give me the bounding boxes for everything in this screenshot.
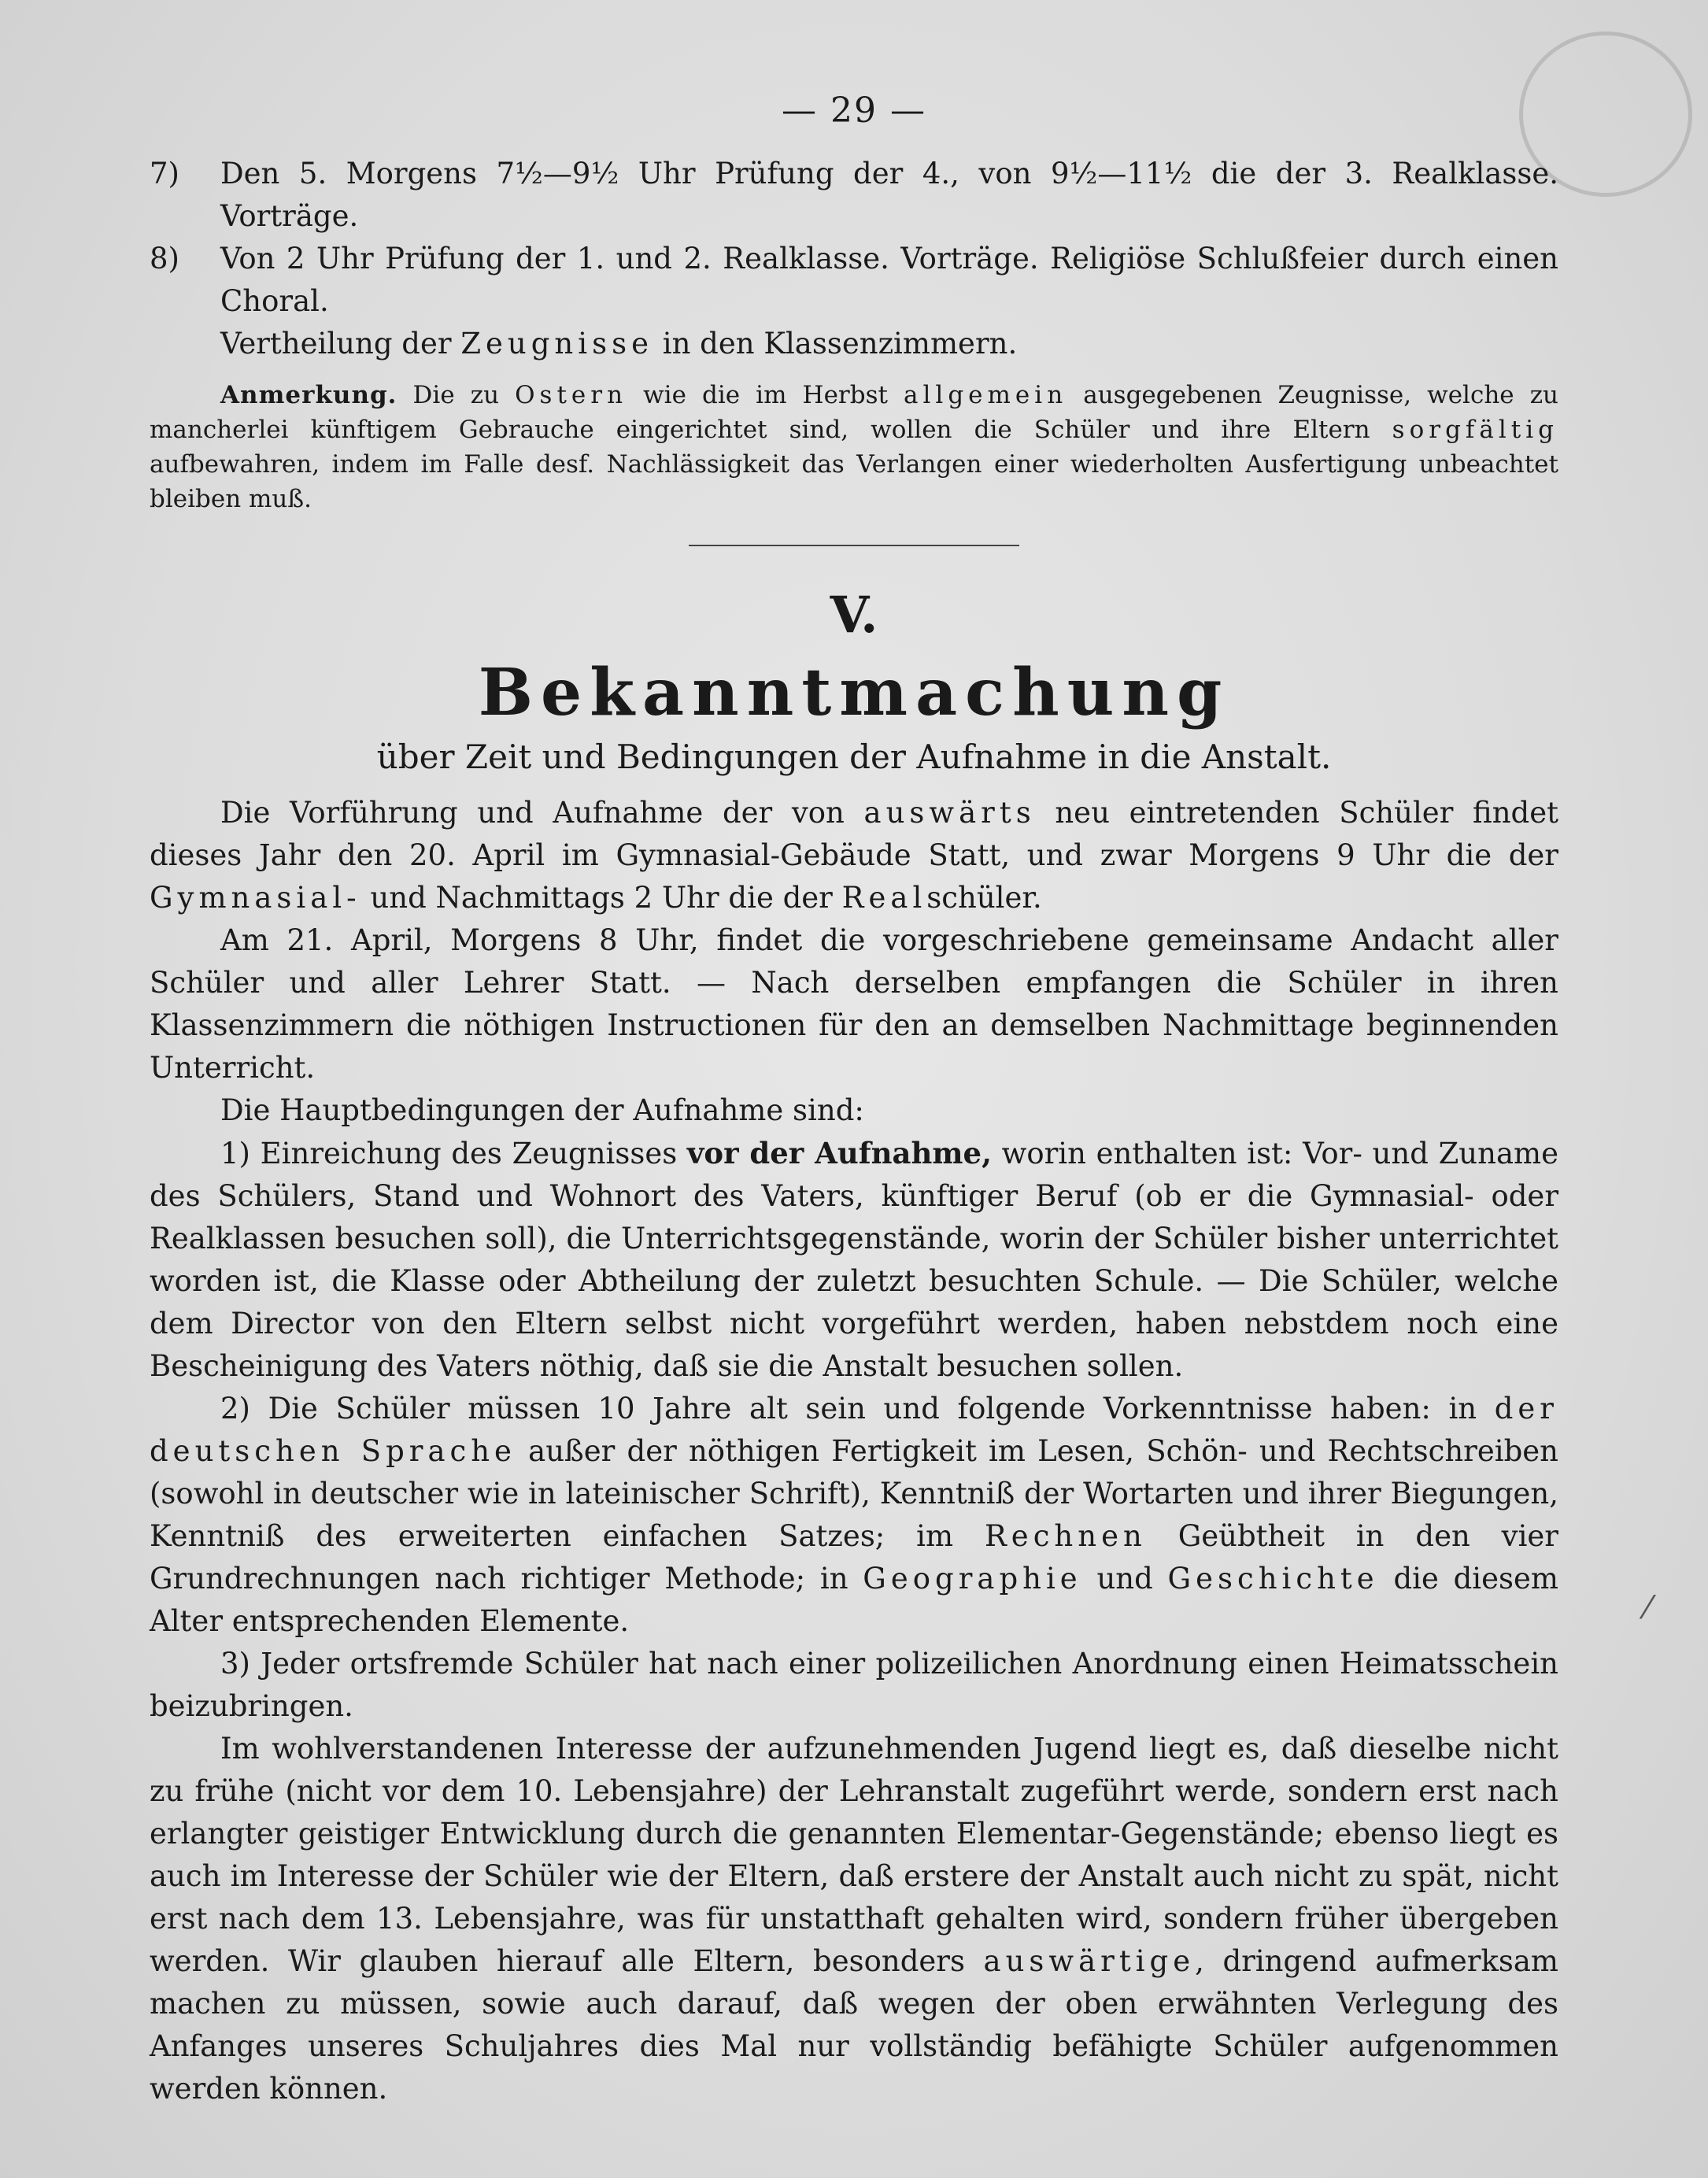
body-paragraph: Am 21. April, Morgens 8 Uhr, findet die vorgeschriebene gemeinsame Andacht aller Schüler und aller Lehrer Statt. — Nach derselben empfangen die Schüler in ihren Klassenzimmern die nöthigen Instructionen für den an demselben Nachmittage beginnenden Unterricht. bbox=[150, 923, 1558, 1085]
emphasis-text: allgemein bbox=[904, 381, 1068, 409]
section-number: V. bbox=[830, 586, 878, 645]
schedule-item bbox=[150, 238, 1558, 323]
text-run: Geübtheit in den vier Grundrechnungen nach richtiger Methode; in bbox=[150, 1519, 1558, 1596]
condition-item: 3) Jeder ortsfremde Schüler hat nach einer polizeilichen Anordnung einen Heimatsschein beizubringen. bbox=[150, 1647, 1558, 1723]
text-run: die diesem Alter entsprechenden Elemente. bbox=[150, 1562, 1558, 1638]
text-run: , dringend aufmerksam machen zu müssen, sowie auch darauf, daß wegen der oben erwähnten Verlegung des Anfanges unseres Schuljahres dies Mal nur vollständig befähigte Schüler aufgenommen werden können. bbox=[150, 1944, 1558, 2106]
emphasis-text: auswärts bbox=[863, 796, 1036, 830]
schedule-number: 7) bbox=[150, 157, 179, 190]
emphasis-text: Zeugnisse bbox=[460, 327, 653, 361]
text-run: und Nachmittags 2 Uhr die der bbox=[360, 881, 842, 915]
emphasis-text: auswärtige bbox=[983, 1944, 1196, 1978]
text-run: Die zu bbox=[397, 381, 516, 409]
page-content bbox=[150, 91, 1558, 2110]
emphasis-text: Ostern bbox=[515, 381, 628, 409]
page-number: — 29 — bbox=[782, 91, 926, 131]
text-run: ausgegebenen Zeugnisse, welche zu mancherlei künftigem Gebrauche eingerichtet sind, wollen die Schüler und ihre Eltern bbox=[150, 381, 1559, 444]
emphasis-text: Rechnen bbox=[984, 1519, 1147, 1553]
section-subtitle: über Zeit und Bedingungen der Aufnahme in die Anstalt. bbox=[376, 738, 1332, 776]
emphasis-text: Real bbox=[841, 881, 927, 915]
schedule-item bbox=[150, 153, 1558, 238]
text-run: Die Vorführung und Aufnahme der von bbox=[220, 796, 864, 830]
margin-mark: ⁄ bbox=[1645, 1590, 1651, 1626]
distribution-line bbox=[150, 323, 1558, 365]
emphasis-text: Geographie bbox=[863, 1562, 1082, 1596]
condition-item bbox=[150, 1132, 1558, 1388]
text-run: und bbox=[1081, 1562, 1168, 1596]
condition-item bbox=[150, 1388, 1558, 1643]
body-paragraph bbox=[150, 1728, 1558, 2110]
text-run: Im wohlverstandenen Interesse der aufzunehmenden Jugend liegt es, daß dieselbe nicht zu frühe (nicht vor dem 10. Lebensjahre) der Lehranstalt zugeführt werde, sondern erst nach erlangter geistiger Entwicklung durch die genannten Elementar-Gegenstände; ebenso liegt es auch im Interesse der Schüler wie der Eltern, daß erstere der Anstalt auch nicht zu spät, nicht erst nach dem 13. Lebensjahre, was für unstatthaft gehalten wird, sondern früher übergeben werden. Wir glauben hierauf alle Eltern, besonders bbox=[150, 1732, 1558, 1978]
schedule-number: 8) bbox=[150, 242, 179, 275]
emphasis-text: sorgfältig bbox=[1392, 416, 1558, 444]
text-run: in den Klassenzimmern. bbox=[653, 327, 1018, 361]
emphasis-text: der deutschen Sprache bbox=[150, 1392, 1558, 1468]
text-run: worin enthalten ist: Vor- und Zuname des Schülers, Stand und Wohnort des Vaters, künftiger Beruf (ob er die Gymnasial- oder Realklassen besuchen soll), die Unterrichtsgegenstände, worin der Schüler bisher unterrichtet worden ist, die Klasse oder Abtheilung der zuletzt besuchten Schule. — Die Schüler, welche dem Director von den Eltern selbst nicht vorgeführt werden, haben nebstdem noch eine Bescheinigung des Vaters nöthig, daß sie die Anstalt besuchen sollen. bbox=[150, 1137, 1558, 1383]
section-title: Bekanntmachung bbox=[478, 655, 1230, 730]
text-run: Vertheilung der bbox=[220, 327, 461, 361]
text-run: 1) Einreichung des Zeugnisses bbox=[220, 1137, 687, 1170]
divider bbox=[689, 545, 1019, 546]
text-run: wie die im Herbst bbox=[627, 381, 904, 409]
body-paragraph: Die Hauptbedingungen der Aufnahme sind: bbox=[220, 1093, 864, 1127]
schedule-text: Von 2 Uhr Prüfung der 1. und 2. Realklasse. Vorträge. Religiöse Schlußfeier durch einen Choral. bbox=[220, 242, 1558, 318]
body-paragraph bbox=[150, 792, 1558, 919]
text-run: schüler. bbox=[926, 881, 1042, 915]
text-run: außer der nöthigen Fertigkeit im Lesen, Schön- und Rechtschreiben (sowohl in deutscher wie in lateinischer Schrift), Kenntniß der Wortarten und ihrer Biegungen, Kenntniß des erweiterten einfachen Satzes; im bbox=[150, 1434, 1558, 1553]
emphasis-text: Gymnasial- bbox=[150, 881, 361, 915]
text-run: 2) Die Schüler müssen 10 Jahre alt sein und folgende Vorkenntnisse haben: in bbox=[220, 1392, 1495, 1425]
text-run: aufbewahren, indem im Falle desf. Nachlässigkeit das Verlangen einer wiederholten Ausfertigung unbeachtet bleiben muß. bbox=[150, 450, 1558, 513]
note-paragraph bbox=[150, 378, 1558, 516]
emphasis-text: vor der Aufnahme, bbox=[686, 1136, 992, 1170]
schedule-text: Den 5. Morgens 7½—9½ Uhr Prüfung der 4., von 9½—11½ die der 3. Realklasse. Vorträge. bbox=[220, 157, 1558, 233]
emphasis-text: Geschichte bbox=[1167, 1562, 1379, 1596]
text-run: neu eintretenden Schüler findet dieses Jahr den 20. April im Gymnasial-Gebäude Statt, und zwar Morgens 9 Uhr die der bbox=[150, 796, 1558, 872]
note-label: Anmerkung. bbox=[220, 381, 397, 409]
